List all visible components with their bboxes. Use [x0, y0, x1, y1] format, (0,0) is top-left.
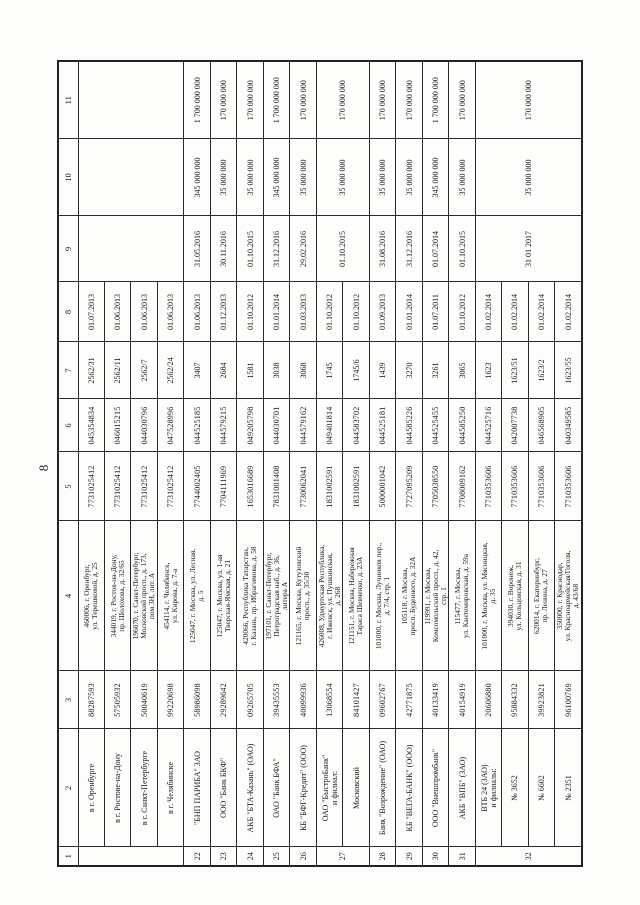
- table-row: [475, 61, 501, 866]
- table-cell: 121151, г. Москва, Набережная Тараса Шевченко, д. 23А: [343, 521, 369, 671]
- table-cell: 1 700 000 000: [422, 61, 448, 139]
- table-cell: 7731025412: [131, 452, 157, 521]
- table-cell: 35 000 000: [316, 139, 369, 216]
- table-cell: 121165, г. Москва, Кутузовский просп., д. 35/30: [290, 521, 316, 671]
- table-cell: 7731025412: [104, 452, 130, 521]
- table-cell: 394030, г. Воронеж, ул. Кольцовская, д. 31: [502, 521, 528, 671]
- table-cell: 7710353606: [555, 452, 582, 521]
- table-cell: 620014, г. Екатеринбург, пр. Ленина, д. 27: [528, 521, 554, 671]
- table-row: [422, 61, 448, 866]
- table-cell: 044525185: [184, 399, 210, 452]
- table-cell: КБ "ВЕГА-БАНК" (ООО): [396, 729, 422, 847]
- table-cell: 58986098: [184, 671, 210, 729]
- table-cell: 40133419: [422, 671, 448, 729]
- table-cell: 345 000 000: [422, 139, 448, 216]
- column-header: 11: [58, 61, 78, 139]
- table-cell: [78, 847, 184, 866]
- table-cell: 044030796: [131, 399, 157, 452]
- column-header: 10: [58, 139, 78, 216]
- table-cell: 23: [210, 847, 236, 866]
- table-cell: 31.08.2016: [369, 216, 395, 282]
- table-cell: 101000, г. Москва, ул. Мясницкая, д. 35: [475, 521, 501, 671]
- table-cell: 01.07.2011: [422, 282, 448, 342]
- table-cell: 35 000 000: [449, 139, 475, 216]
- table-cell: Банк "Возрождение" (ОАО): [369, 729, 395, 847]
- table-cell: 5000001042: [369, 452, 395, 521]
- table-cell: 3068: [290, 342, 316, 399]
- table-cell: в г. Санкт-Петербурге: [131, 729, 157, 847]
- table-cell: 040349585: [555, 399, 582, 452]
- table-cell: 01.07.2014: [422, 216, 448, 282]
- table-cell: 7730062041: [290, 452, 316, 521]
- table-cell: 7744002405: [184, 452, 210, 521]
- table-cell: 046568905: [528, 399, 554, 452]
- table-cell: 24: [237, 847, 263, 866]
- table-cell: 350000, г. Краснодар, ул. Красноармейская/Гоголя, д. 43/68: [555, 521, 582, 671]
- table-cell: 01.02.2014: [502, 282, 528, 342]
- table-cell: 170 000 000: [316, 61, 369, 139]
- table-cell: 047528996: [157, 399, 183, 452]
- table-cell: 30: [422, 847, 448, 866]
- table-cell: [78, 139, 184, 216]
- table-cell: 09265705: [237, 671, 263, 729]
- table-cell: 31: [449, 847, 475, 866]
- table-cell: ООО "Внешпромбанк": [422, 729, 448, 847]
- table-cell: 454114, г. Челябинск, ул. Кирова, д. 7-а: [157, 521, 183, 671]
- table-cell: 29.02.2016: [290, 216, 316, 282]
- table-cell: 7710353606: [475, 452, 501, 521]
- table-cell: 044525181: [369, 399, 395, 452]
- table-cell: 7710353606: [528, 452, 554, 521]
- table-cell: 01.10.2012: [237, 282, 263, 342]
- table-cell: 119991, г. Москва, Комсомольский просп., д. 42, стр. 1: [422, 521, 448, 671]
- table-cell: 1623/51: [502, 342, 528, 399]
- column-header: 3: [58, 671, 78, 729]
- table-row: [369, 61, 395, 866]
- table-cell: 01.10.2015: [237, 216, 263, 282]
- table-cell: 3261: [422, 342, 448, 399]
- column-header: 2: [58, 729, 78, 847]
- table-cell: 115477, г. Москва, ул. Кантемировская, д. 59а: [449, 521, 475, 671]
- table-cell: 1623/55: [555, 342, 582, 399]
- table-cell: 84101427: [343, 671, 369, 729]
- table-cell: 1 700 000 000: [184, 61, 210, 139]
- table-row: [78, 61, 104, 866]
- table-row: [263, 61, 289, 866]
- table-cell: 170 000 000: [396, 61, 422, 139]
- table-cell: 7705038550: [422, 452, 448, 521]
- table-cell: 7831001408: [263, 452, 289, 521]
- table-cell: АКБ "БТА-Казань" (ОАО): [237, 729, 263, 847]
- table-header: [58, 61, 78, 866]
- table-cell: 345 000 000: [263, 139, 289, 216]
- table-cell: 57505932: [104, 671, 130, 729]
- table-cell: [78, 216, 184, 282]
- table-cell: Московский: [343, 729, 369, 847]
- table-cell: 044583702: [343, 399, 369, 452]
- table-cell: 170 000 000: [237, 61, 263, 139]
- table-cell: 345 000 000: [184, 139, 210, 216]
- table-cell: 31.05.2016: [184, 216, 210, 282]
- table-cell: 170 000 000: [475, 61, 582, 139]
- table-cell: № 3652: [502, 729, 528, 847]
- table-cell: 196070, г. Санкт-Петербург, Московский просп., д. 173, пом 3Н, лит. А: [131, 521, 157, 671]
- table-cell: [78, 61, 184, 139]
- table-cell: 170 000 000: [449, 61, 475, 139]
- table-cell: 125047, г. Москва, ул. 1-ая Тверская-Ямская, д. 21: [210, 521, 236, 671]
- table-cell: 125047, г. Москва, ул. Лесная, д. 5: [184, 521, 210, 671]
- table-cell: 42771875: [396, 671, 422, 729]
- table-cell: 101000, г. Москва, Лучников пер., д. 7/4, стр. 1: [369, 521, 395, 671]
- table-cell: 40154919: [449, 671, 475, 729]
- table-cell: 2562/31: [78, 342, 104, 399]
- table-cell: 01.10.2012: [343, 282, 369, 342]
- table-cell: 95884332: [502, 671, 528, 729]
- table-cell: 197101, г. Санкт-Петербург, Петроградская наб., д. 36, литера А: [263, 521, 289, 671]
- table-cell: № 6602: [528, 729, 554, 847]
- table-cell: 3038: [263, 342, 289, 399]
- column-header: 9: [58, 216, 78, 282]
- table-cell: 29289642: [210, 671, 236, 729]
- table-cell: в г. Оренбурге: [78, 729, 104, 847]
- table-cell: 35 000 000: [237, 139, 263, 216]
- table-cell: № 2351: [555, 729, 582, 847]
- table-cell: 2562/11: [104, 342, 130, 399]
- column-header: 5: [58, 452, 78, 521]
- table-cell: 1581: [237, 342, 263, 399]
- table-cell: 1623: [475, 342, 501, 399]
- table-cell: 39435553: [263, 671, 289, 729]
- table-cell: 01.02.2014: [475, 282, 501, 342]
- table-cell: 13068554: [316, 671, 342, 729]
- column-header: 8: [58, 282, 78, 342]
- table-cell: 28: [369, 847, 395, 866]
- table-cell: 044525716: [475, 399, 501, 452]
- table-cell: 2562/7: [131, 342, 157, 399]
- table-cell: 25: [263, 847, 289, 866]
- table-cell: 09602767: [369, 671, 395, 729]
- table-cell: 1745/6: [343, 342, 369, 399]
- column-header: 1: [58, 847, 78, 866]
- table-cell: 01.03.2013: [290, 282, 316, 342]
- table-cell: 7727095209: [396, 452, 422, 521]
- table-cell: 044585250: [449, 399, 475, 452]
- table-cell: 049401814: [316, 399, 342, 452]
- table-cell: 35 000 000: [210, 139, 236, 216]
- table-cell: 01.10.2012: [316, 282, 342, 342]
- table-cell: 01.06.2013: [184, 282, 210, 342]
- table-cell: 31 01 2017: [475, 216, 582, 282]
- table-cell: 105118, г. Москва, просп. Буденного, д. 32А: [396, 521, 422, 671]
- table-cell: 426008, Удмуртская Республика, г. Ижевск, ул. Пушкинская, д. 268: [316, 521, 342, 671]
- table-cell: ООО "Банк БКФ": [210, 729, 236, 847]
- table-cell: 7704111969: [210, 452, 236, 521]
- table-cell: в г. Ростове-на-Дону: [104, 729, 130, 847]
- table-cell: 01.06.2013: [157, 282, 183, 342]
- table-cell: 01.10.2012: [449, 282, 475, 342]
- table-cell: 96100769: [555, 671, 582, 729]
- table-cell: 29: [396, 847, 422, 866]
- table-cell: 1 700 000 000: [263, 61, 289, 139]
- page-number: 8: [36, 464, 51, 472]
- table-cell: 3065: [449, 342, 475, 399]
- table-cell: 1653016689: [237, 452, 263, 521]
- table-cell: 1745: [316, 342, 342, 399]
- table-row: [449, 61, 475, 866]
- table-cell: 01.01.2014: [263, 282, 289, 342]
- table-cell: 35 000 000: [396, 139, 422, 216]
- column-header: 6: [58, 399, 78, 452]
- table-cell: в г. Челябинске: [157, 729, 183, 847]
- table-cell: 2562/24: [157, 342, 183, 399]
- table-cell: АКБ "ВПБ" (ЗАО): [449, 729, 475, 847]
- table-row: [210, 61, 236, 866]
- table-cell: 99220698: [157, 671, 183, 729]
- table-cell: 30.11.2016: [210, 216, 236, 282]
- table-cell: 50040619: [131, 671, 157, 729]
- table-cell: 32: [475, 847, 582, 866]
- table-cell: 042007738: [502, 399, 528, 452]
- table-cell: 27: [316, 847, 369, 866]
- table-cell: 170 000 000: [210, 61, 236, 139]
- table-cell: 31.12.2016: [263, 216, 289, 282]
- table-row: [316, 61, 342, 866]
- table-cell: 88287593: [78, 671, 104, 729]
- table-cell: 39923821: [528, 671, 554, 729]
- table-cell: "БНП ПАРИБА" ЗАО: [184, 729, 210, 847]
- table-cell: 01.10.2015: [449, 216, 475, 282]
- table-cell: 35 000 000: [290, 139, 316, 216]
- table-cell: 01.09.2013: [369, 282, 395, 342]
- table-cell: ОАО "БыстроБанк" и филиал:: [316, 729, 342, 847]
- table-cell: 7708009162: [449, 452, 475, 521]
- table-cell: 7731025412: [78, 452, 104, 521]
- table-cell: 170 000 000: [369, 61, 395, 139]
- table-cell: 01.12.2013: [210, 282, 236, 342]
- table-header-row: [58, 61, 78, 866]
- table-cell: 22: [184, 847, 210, 866]
- table-cell: 31.12.2016: [396, 216, 422, 282]
- table-row: [184, 61, 210, 866]
- table-cell: 044030701: [263, 399, 289, 452]
- table-cell: 3407: [184, 342, 210, 399]
- table-cell: 20606880: [475, 671, 501, 729]
- table-cell: 2684: [210, 342, 236, 399]
- table-row: [237, 61, 263, 866]
- table-body: [78, 61, 582, 866]
- table-cell: 01.02.2014: [528, 282, 554, 342]
- table-cell: 35 000 000: [369, 139, 395, 216]
- table-cell: 01.10.2015: [316, 216, 369, 282]
- table-cell: 01.01.2014: [396, 282, 422, 342]
- table-cell: 1831002591: [343, 452, 369, 521]
- table-cell: 044525455: [422, 399, 448, 452]
- table-cell: 1623/2: [528, 342, 554, 399]
- table-cell: 01.06.2013: [131, 282, 157, 342]
- table-cell: 044579215: [210, 399, 236, 452]
- table-cell: 01.06.2013: [104, 282, 130, 342]
- table-cell: 1831002591: [316, 452, 342, 521]
- table-cell: 344019, г. Ростов-на-Дону, пр. Шолохова, д. 32/65: [104, 521, 130, 671]
- table-cell: 7731025412: [157, 452, 183, 521]
- table-cell: КБ "БФГ-Кредит" (ООО): [290, 729, 316, 847]
- table-row: [290, 61, 316, 866]
- table-cell: 7710353606: [502, 452, 528, 521]
- table-cell: ВТБ 24 (ЗАО) и филиалы:: [475, 729, 501, 847]
- table-cell: 049205798: [237, 399, 263, 452]
- table-cell: 045354834: [78, 399, 104, 452]
- table-cell: ОАО "Банк БФА": [263, 729, 289, 847]
- banks-register-table: [57, 60, 583, 867]
- table-cell: 044585226: [396, 399, 422, 452]
- table-cell: 460006, г. Оренбург, ул. Терешковой, д. 25: [78, 521, 104, 671]
- table-cell: 420066, Республика Татарстан, г. Казань, пр. Ибрагимова, д. 58: [237, 521, 263, 671]
- table-cell: 01.07.2013: [78, 282, 104, 342]
- table-cell: 170 000 000: [290, 61, 316, 139]
- table-cell: 40099936: [290, 671, 316, 729]
- table-cell: 01.02.2014: [555, 282, 582, 342]
- table-cell: 26: [290, 847, 316, 866]
- column-header: 7: [58, 342, 78, 399]
- table-row: [396, 61, 422, 866]
- table-cell: 046015215: [104, 399, 130, 452]
- table-cell: 1439: [369, 342, 395, 399]
- table-cell: 044579162: [290, 399, 316, 452]
- table-cell: 35 000 000: [475, 139, 582, 216]
- column-header: 4: [58, 521, 78, 671]
- table-cell: 3270: [396, 342, 422, 399]
